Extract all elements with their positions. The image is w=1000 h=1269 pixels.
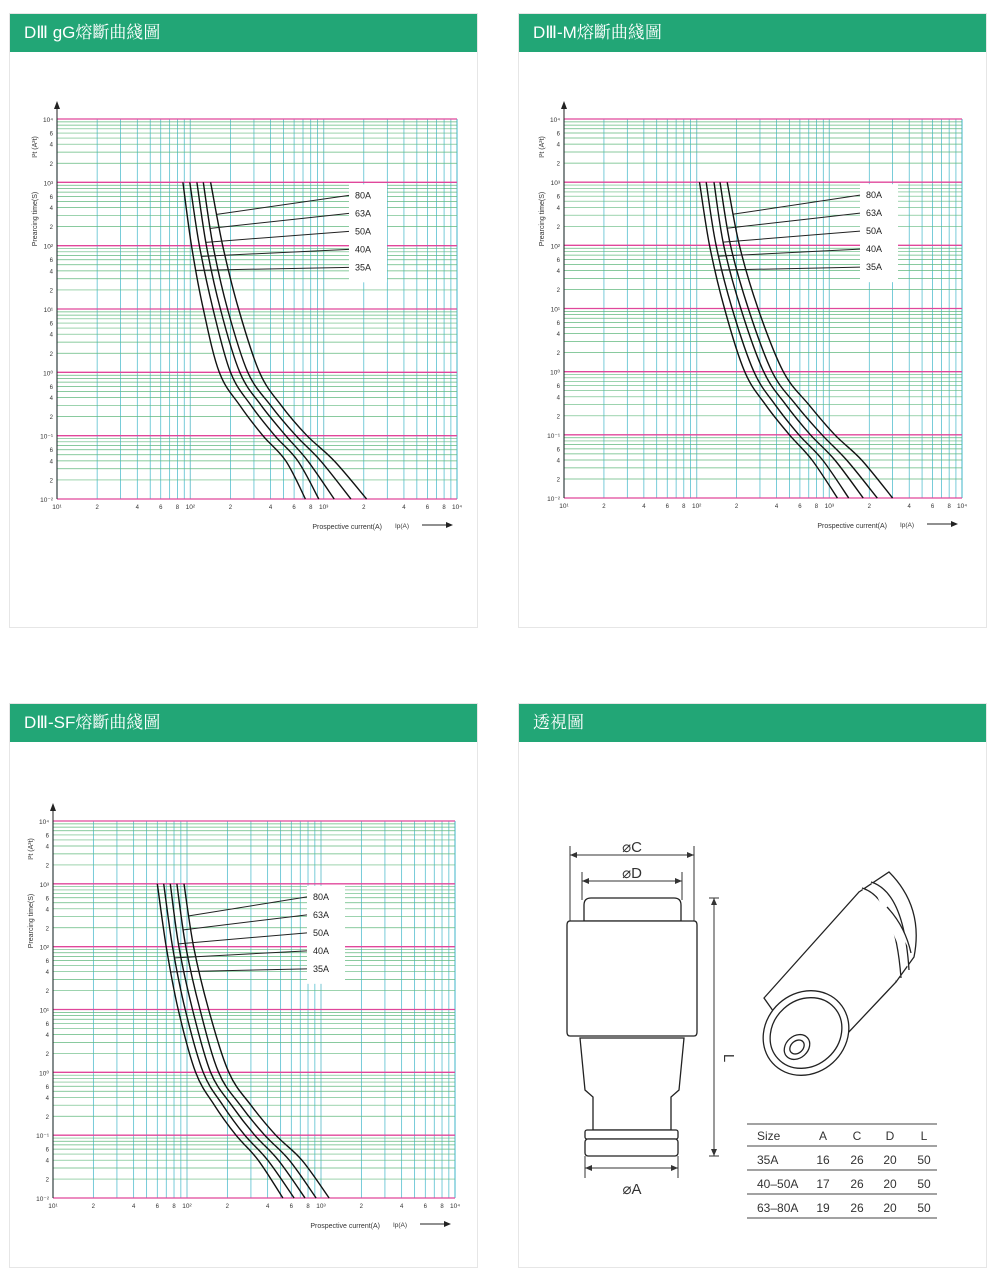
curve-label-80A: 80A bbox=[866, 190, 883, 201]
panel-title: DⅢ gG熔斷曲綫圖 bbox=[10, 14, 477, 52]
table-cell: 50 bbox=[917, 1153, 931, 1167]
y-tick-label: 2 bbox=[556, 224, 560, 231]
fuse-curve-chart-gg bbox=[10, 52, 479, 629]
x-tick-label: 4 bbox=[135, 505, 139, 511]
x-tick-label: 4 bbox=[268, 505, 273, 511]
curve-label-40A: 40A bbox=[313, 945, 330, 956]
y-tick-label: 2 bbox=[556, 477, 560, 484]
y-axis-symbol: I²t (A²t) bbox=[32, 136, 39, 158]
y-tick-label: 2 bbox=[45, 863, 49, 870]
grid bbox=[57, 119, 457, 499]
leader-line bbox=[179, 933, 307, 944]
y-tick-label: 6 bbox=[45, 959, 49, 966]
y-tick-label: 10³ bbox=[39, 881, 49, 889]
grid bbox=[53, 821, 455, 1198]
y-tick-label: 4 bbox=[45, 1158, 49, 1165]
curve-50A bbox=[197, 182, 334, 499]
y-tick-label: 4 bbox=[556, 458, 560, 465]
x-tick-label: 4 bbox=[907, 504, 911, 510]
x-tick-label: 10³ bbox=[824, 503, 835, 510]
fuse-side-view bbox=[567, 898, 697, 1156]
y-tick-label: 10⁻² bbox=[36, 1196, 49, 1203]
table-header-c: C bbox=[852, 1129, 862, 1143]
y-tick-label: 2 bbox=[556, 351, 560, 358]
y-tick-label: 10¹ bbox=[39, 1007, 49, 1015]
table-cell: 17 bbox=[816, 1177, 830, 1191]
x-tick-label: 10⁴ bbox=[449, 1203, 461, 1210]
x-tick-label: 2 bbox=[228, 505, 233, 511]
panel-title: 透視圖 bbox=[519, 704, 986, 742]
x-tick-label: 4 bbox=[774, 504, 779, 510]
y-axis-title: Prearcing time(S) bbox=[539, 191, 546, 247]
x-tick-label: 8 bbox=[306, 1204, 310, 1210]
y-tick-label: 2 bbox=[556, 161, 560, 168]
leader-line bbox=[196, 267, 349, 270]
y-tick-label: 4 bbox=[49, 269, 53, 276]
curve-label-63A: 63A bbox=[355, 208, 372, 219]
table-header-d: D bbox=[885, 1129, 895, 1143]
curve-35A bbox=[183, 182, 306, 499]
x-tick-label: 10⁴ bbox=[451, 504, 463, 511]
dimension-d bbox=[582, 865, 682, 900]
y-tick-label: 10⁰ bbox=[39, 1070, 49, 1078]
y-tick-label: 4 bbox=[45, 1095, 49, 1102]
y-tick-label: 6 bbox=[556, 321, 560, 328]
y-tick-label: 4 bbox=[49, 206, 53, 213]
x-tick-label: 6 bbox=[289, 1204, 293, 1210]
y-tick-label: 2 bbox=[49, 225, 53, 232]
curve-63A bbox=[203, 182, 351, 499]
x-tick-label: 4 bbox=[402, 505, 406, 511]
x-axis-symbol: Ip(A) bbox=[392, 1222, 408, 1229]
y-axis-title: Prearcing time(S) bbox=[32, 191, 39, 247]
x-tick-label: 10³ bbox=[316, 1203, 326, 1210]
leader-line bbox=[733, 195, 860, 214]
y-tick-label: 2 bbox=[45, 1051, 49, 1058]
y-tick-label: 10² bbox=[43, 243, 53, 251]
y-tick-label: 10⁻¹ bbox=[40, 433, 53, 441]
y-tick-label: 6 bbox=[45, 1021, 49, 1028]
x-tick-label: 2 bbox=[734, 504, 739, 510]
panel-perspective bbox=[518, 703, 987, 1268]
table-cell: 63–80A bbox=[757, 1201, 799, 1215]
x-tick-label: 2 bbox=[867, 504, 871, 510]
x-axis-symbol: Ip(A) bbox=[394, 523, 410, 530]
y-tick-label: 10⁻² bbox=[40, 497, 53, 504]
y-tick-label: 10¹ bbox=[43, 307, 53, 314]
table-cell: 50 bbox=[917, 1177, 931, 1191]
y-tick-label: 4 bbox=[556, 205, 560, 212]
y-tick-label: 10³ bbox=[550, 180, 560, 188]
x-tick-label: 10¹ bbox=[48, 1203, 58, 1210]
fuse-curve-chart-m bbox=[519, 52, 988, 629]
y-tick-label: 2 bbox=[45, 926, 49, 933]
y-tick-label: 4 bbox=[45, 844, 49, 851]
y-tick-label: 6 bbox=[556, 447, 560, 454]
fuse-perspective-drawing bbox=[519, 742, 988, 1269]
dimension-d-label: ⌀D bbox=[622, 865, 642, 882]
y-axis-arrow bbox=[561, 101, 567, 109]
y-tick-label: 2 bbox=[49, 478, 53, 485]
table-cell: 20 bbox=[883, 1177, 897, 1191]
y-tick-label: 4 bbox=[49, 396, 53, 403]
x-axis-title: Prospective current(A) bbox=[310, 1223, 380, 1230]
y-tick-label: 4 bbox=[556, 142, 560, 149]
y-tick-label: 4 bbox=[49, 459, 53, 466]
y-tick-label: 10⁴ bbox=[549, 117, 560, 124]
curve-label-40A: 40A bbox=[866, 244, 883, 255]
dimension-l-label: L bbox=[720, 1053, 737, 1063]
table-cell: 16 bbox=[816, 1153, 830, 1167]
curve-label-35A: 35A bbox=[355, 262, 372, 273]
y-tick-label: 2 bbox=[556, 287, 560, 294]
y-tick-label: 10³ bbox=[43, 180, 53, 188]
x-tick-label: 4 bbox=[400, 1204, 404, 1210]
table-cell: 50 bbox=[917, 1201, 931, 1215]
y-tick-label: 10² bbox=[550, 243, 560, 251]
table-cell: 20 bbox=[883, 1201, 897, 1215]
grid bbox=[564, 119, 962, 498]
curves bbox=[157, 884, 329, 1198]
x-axis-symbol: Ip(A) bbox=[899, 522, 915, 529]
x-tick-label: 8 bbox=[947, 504, 951, 510]
x-tick-label: 6 bbox=[155, 1204, 159, 1210]
x-tick-label: 6 bbox=[798, 504, 802, 510]
leader-line bbox=[217, 195, 349, 214]
y-axis-title: Prearcing time(S) bbox=[28, 893, 35, 949]
y-axis-symbol: I²t (A²t) bbox=[539, 136, 546, 158]
panel-title: DⅢ-M熔斷曲綫圖 bbox=[519, 14, 986, 52]
x-tick-label: 6 bbox=[425, 505, 430, 511]
dimension-table bbox=[747, 1124, 937, 1218]
y-tick-label: 10⁰ bbox=[43, 370, 53, 378]
y-tick-label: 6 bbox=[49, 384, 53, 391]
x-tick-label: 10¹ bbox=[559, 503, 569, 510]
y-axis-arrow bbox=[50, 803, 56, 811]
x-tick-label: 8 bbox=[309, 505, 313, 511]
x-tick-label: 2 bbox=[225, 1204, 230, 1210]
leader-line bbox=[723, 231, 860, 242]
y-tick-label: 10⁴ bbox=[42, 117, 53, 124]
curve-63A bbox=[720, 182, 877, 498]
y-tick-label: 4 bbox=[556, 268, 560, 275]
table-cell: 26 bbox=[850, 1153, 864, 1167]
x-tick-label: 10² bbox=[691, 503, 702, 510]
table-cell: 26 bbox=[850, 1177, 864, 1191]
y-tick-label: 10⁻² bbox=[547, 496, 560, 503]
curve-label-35A: 35A bbox=[866, 262, 883, 273]
y-tick-label: 4 bbox=[49, 142, 53, 149]
y-tick-label: 4 bbox=[49, 332, 53, 339]
dimension-a-label: ⌀A bbox=[622, 1181, 642, 1198]
y-tick-label: 2 bbox=[45, 1114, 49, 1121]
x-tick-label: 8 bbox=[682, 504, 686, 510]
y-tick-label: 6 bbox=[556, 257, 560, 264]
dimension-l bbox=[709, 898, 737, 1156]
y-tick-label: 10⁴ bbox=[38, 819, 49, 826]
y-tick-label: 10⁻¹ bbox=[547, 432, 560, 440]
x-tick-label: 4 bbox=[266, 1204, 270, 1210]
table-header-size: Size bbox=[757, 1129, 781, 1143]
curve-label-50A: 50A bbox=[866, 226, 883, 237]
y-tick-label: 2 bbox=[49, 288, 53, 295]
x-tick-label: 10² bbox=[182, 1203, 192, 1210]
y-tick-label: 6 bbox=[556, 384, 560, 391]
x-tick-label: 2 bbox=[362, 505, 366, 511]
x-axis-arrowhead bbox=[446, 522, 453, 528]
curve-label-35A: 35A bbox=[313, 963, 330, 974]
x-tick-label: 6 bbox=[159, 505, 163, 511]
panel-title: DⅢ-SF熔斷曲綫圖 bbox=[10, 704, 477, 742]
y-tick-label: 4 bbox=[45, 970, 49, 977]
y-tick-label: 4 bbox=[556, 332, 560, 339]
y-tick-label: 6 bbox=[49, 194, 53, 201]
table-cell: 40–50A bbox=[757, 1177, 799, 1191]
table-cell: 26 bbox=[850, 1201, 864, 1215]
y-tick-label: 6 bbox=[45, 896, 49, 903]
y-tick-label: 6 bbox=[49, 321, 53, 328]
y-tick-label: 4 bbox=[45, 907, 49, 914]
x-axis-title: Prospective current(A) bbox=[312, 524, 382, 531]
x-axis-title: Prospective current(A) bbox=[817, 523, 887, 530]
y-tick-label: 6 bbox=[49, 258, 53, 265]
y-axis-symbol: I²t (A²t) bbox=[28, 838, 35, 860]
x-tick-label: 8 bbox=[440, 1204, 444, 1210]
y-tick-label: 4 bbox=[45, 1033, 49, 1040]
x-tick-label: 8 bbox=[175, 505, 180, 511]
curve-label-63A: 63A bbox=[313, 909, 330, 920]
y-tick-label: 2 bbox=[45, 1177, 49, 1184]
x-tick-label: 8 bbox=[172, 1204, 176, 1210]
x-tick-label: 10² bbox=[185, 504, 196, 511]
table-cell: 35A bbox=[757, 1153, 779, 1167]
y-tick-label: 10¹ bbox=[550, 306, 560, 314]
x-tick-label: 6 bbox=[665, 504, 669, 510]
leader-line bbox=[206, 231, 349, 242]
x-tick-label: 2 bbox=[359, 1204, 364, 1210]
x-tick-label: 6 bbox=[930, 504, 935, 510]
y-tick-label: 2 bbox=[49, 351, 53, 358]
panel-m-chart bbox=[518, 13, 987, 628]
y-tick-label: 6 bbox=[556, 194, 560, 201]
x-axis-arrowhead bbox=[951, 521, 958, 527]
y-tick-label: 2 bbox=[49, 415, 53, 422]
curve-80A bbox=[211, 182, 367, 499]
y-tick-label: 6 bbox=[556, 131, 560, 138]
x-tick-label: 2 bbox=[95, 505, 99, 511]
x-tick-label: 2 bbox=[91, 1204, 96, 1210]
y-tick-label: 4 bbox=[556, 395, 560, 402]
curve-label-80A: 80A bbox=[313, 891, 330, 902]
y-tick-label: 6 bbox=[49, 448, 53, 455]
panel-sf-chart bbox=[9, 703, 478, 1268]
fuse-curve-chart-sf bbox=[10, 742, 479, 1269]
curves bbox=[183, 182, 367, 499]
curve-label-50A: 50A bbox=[355, 226, 372, 237]
leader-line bbox=[715, 267, 860, 270]
x-tick-label: 8 bbox=[442, 505, 446, 511]
x-tick-label: 4 bbox=[642, 504, 646, 510]
y-tick-label: 2 bbox=[556, 414, 560, 421]
y-axis-arrow bbox=[54, 101, 60, 109]
table-header-a: A bbox=[818, 1129, 828, 1143]
x-axis-arrowhead bbox=[444, 1221, 451, 1227]
leader-line bbox=[189, 897, 307, 916]
panel-gg-chart bbox=[9, 13, 478, 628]
x-tick-label: 10³ bbox=[318, 504, 329, 511]
dimension-a bbox=[585, 1156, 678, 1198]
fuse-3d-view bbox=[746, 872, 916, 1093]
y-tick-label: 10⁰ bbox=[550, 369, 560, 377]
curve-label-80A: 80A bbox=[355, 190, 372, 201]
y-tick-label: 2 bbox=[45, 989, 49, 996]
x-tick-label: 6 bbox=[292, 505, 296, 511]
y-tick-label: 10⁻¹ bbox=[36, 1133, 49, 1141]
x-tick-label: 4 bbox=[132, 1204, 136, 1210]
table-header-l: L bbox=[920, 1129, 928, 1143]
x-tick-label: 10⁴ bbox=[956, 503, 968, 510]
y-tick-label: 6 bbox=[49, 131, 53, 138]
dimension-c-label: ⌀C bbox=[622, 839, 642, 856]
y-tick-label: 6 bbox=[45, 833, 49, 840]
curve-63A bbox=[177, 884, 316, 1198]
curve-label-40A: 40A bbox=[355, 244, 372, 255]
y-tick-label: 6 bbox=[45, 1084, 49, 1091]
x-tick-label: 2 bbox=[602, 504, 606, 510]
y-tick-label: 2 bbox=[49, 161, 53, 168]
x-tick-label: 6 bbox=[423, 1204, 427, 1210]
table-cell: 19 bbox=[816, 1201, 830, 1215]
curve-label-50A: 50A bbox=[313, 927, 330, 938]
x-tick-label: 8 bbox=[814, 504, 819, 510]
y-tick-label: 10² bbox=[39, 944, 49, 952]
x-tick-label: 10¹ bbox=[52, 504, 62, 511]
curve-label-63A: 63A bbox=[866, 208, 883, 219]
y-tick-label: 6 bbox=[45, 1147, 49, 1154]
table-cell: 20 bbox=[883, 1153, 897, 1167]
